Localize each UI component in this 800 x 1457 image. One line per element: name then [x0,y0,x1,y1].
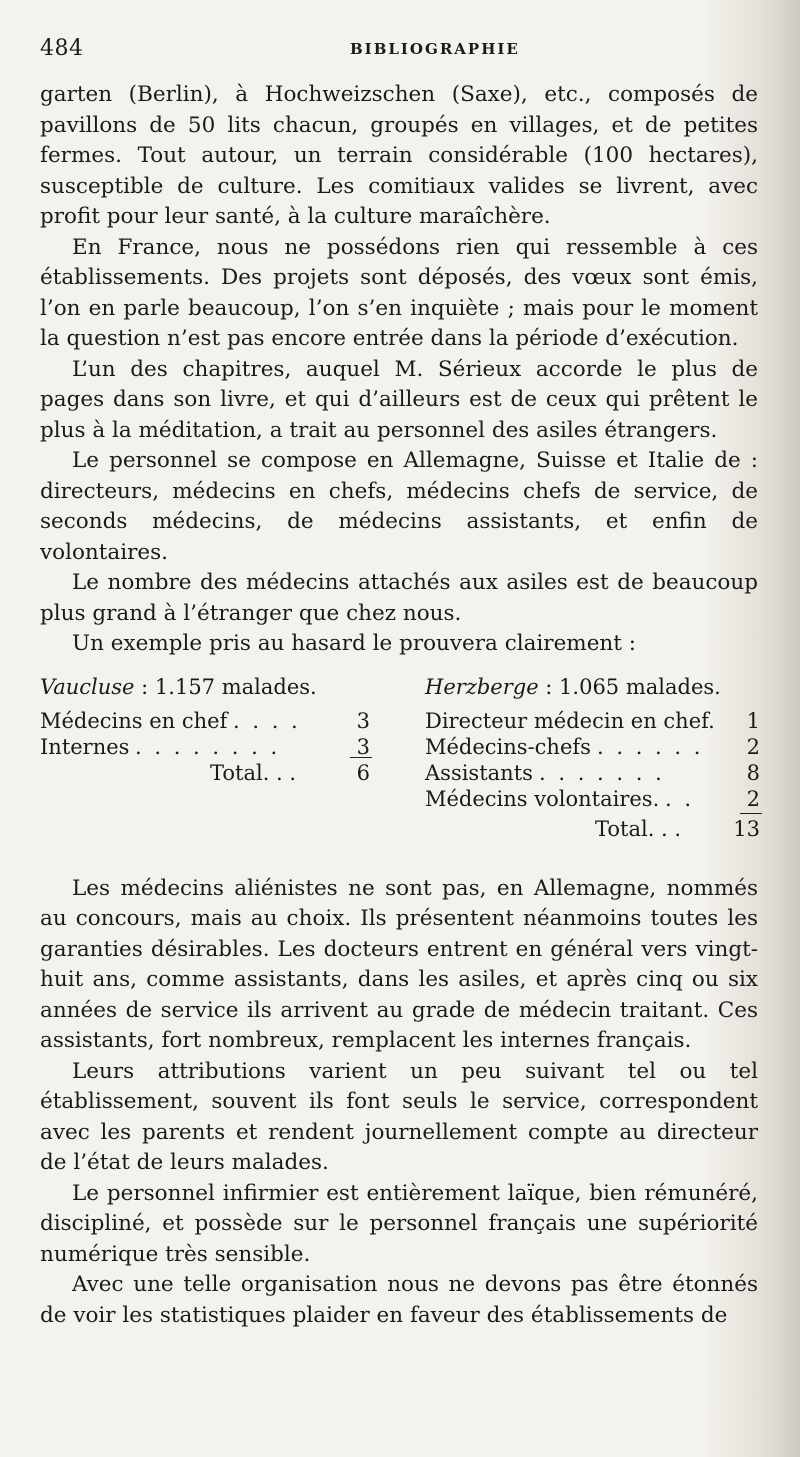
page-header [40,36,760,66]
table-row [40,708,370,734]
total-value: 6 [357,760,370,786]
table-row [425,734,760,760]
row-value: 2 [746,786,760,811]
row-value: 3 [356,734,370,759]
row-label: Médecins-chefs [425,734,591,759]
table-row [425,786,760,812]
row-value: 1 [746,708,760,733]
table-title-count: : 1.157 malades. [134,674,317,699]
row-value: 2 [746,734,760,759]
table-row [425,708,760,734]
row-leader-dots: . . [665,786,695,811]
paragraph: L’un des chapitres, auquel M. Sérieux accorde le plus de pages dans son livre, et qui d’ailleurs est de ceux qui prêtent le plus à la méditation, a trait au personnel des asiles étrangers. [40,356,758,443]
row-value: 8 [746,760,760,785]
table-title-count: : 1.065 malades. [538,674,721,699]
paragraph: En France, nous ne possédons rien qui ressemble à ces établissements. Des projets sont déposés, des vœux sont émis, l’on en parle beaucoup, l’on s’en inquiète ; mais pour le moment la question n’est pas encore entrée dans la période d’exécution. [40,234,758,351]
paragraph: Le personnel se compose en Allemagne, Suisse et Italie de : directeurs, médecins en chefs, médecins chefs de service, de seconds médecins, de médecins assistants, et enfin de volontaires. [40,448,758,565]
table-row [40,734,370,760]
paragraph: Leurs attributions varient un peu suivant tel ou tel établissement, souvent ils font seuls le service, correspondent avec les parents et rendent journellement compte au directeur de l’état de leurs malades. [40,1058,758,1175]
table-total-row [40,760,370,788]
page-number: 484 [40,36,84,61]
paragraphs-top [40,80,758,660]
running-head: BIBLIOGRAPHIE [350,40,520,58]
paragraph: Le personnel infirmier est entièrement laïque, bien rémunéré, discipliné, et possède sur le personnel français une supériorité numérique très sensible. [40,1180,758,1267]
row-leader-dots: . . . . . . . [539,760,665,785]
table-total-row [425,816,760,844]
total-value: 13 [733,816,760,842]
table-title-row [425,674,760,700]
paragraph: Avec une telle organisation nous ne devons pas être étonnés de voir les statistiques plaider en faveur des établissements de [40,1272,758,1328]
paragraph: Le nombre des médecins attachés aux asiles est de beaucoup plus grand à l’étranger que chez nous. [40,570,758,626]
total-label: Total. . . [595,816,682,841]
paragraphs-bottom [40,874,758,1332]
staff-comparison-tables [40,674,758,862]
table-title-row [40,674,370,700]
table-vaucluse [40,674,370,788]
row-label: Assistants [425,760,533,785]
row-label: Médecins volontaires. [425,786,660,811]
table-row [425,760,760,786]
table-title: Vaucluse [40,674,135,699]
table-title: Herzberge [425,674,539,699]
row-leader-dots: . . . . [233,708,301,733]
row-label: Directeur médecin en chef. [425,708,715,733]
paragraph: garten (Berlin), à Hochweizschen (Saxe), etc., composés de pavillons de 50 lits chacun, groupés en villages, et de petites fermes. Tout autour, un terrain considérable (100 hectares), susceptible de culture. Les comitiaux valides se livrent, avec profit pour leur santé, à la culture maraîchère. [40,82,758,229]
body-text [40,80,758,1331]
row-value: 3 [356,708,370,733]
table-herzberge [425,674,760,844]
row-leader-dots: . . . . . . [597,734,704,759]
row-label: Internes [40,734,130,759]
paragraph: Un exemple pris au hasard le prouvera clairement : [72,631,636,656]
row-label: Médecins en chef [40,708,228,733]
total-label: Total. . . [210,760,297,785]
paragraph: Les médecins aliénistes ne sont pas, en Allemagne, nommés au concours, mais au choix. Ils présentent néanmoins toutes les garanties désirables. Les docteurs entrent en général vers vingt-huit ans, comme assistants, dans les asiles, et après cinq ou six années de service ils arrivent au grade de médecin traitant. Ces assistants, fort nombreux, remplacent les internes français. [40,875,758,1053]
row-leader-dots: . . . . . . . . [135,734,281,759]
